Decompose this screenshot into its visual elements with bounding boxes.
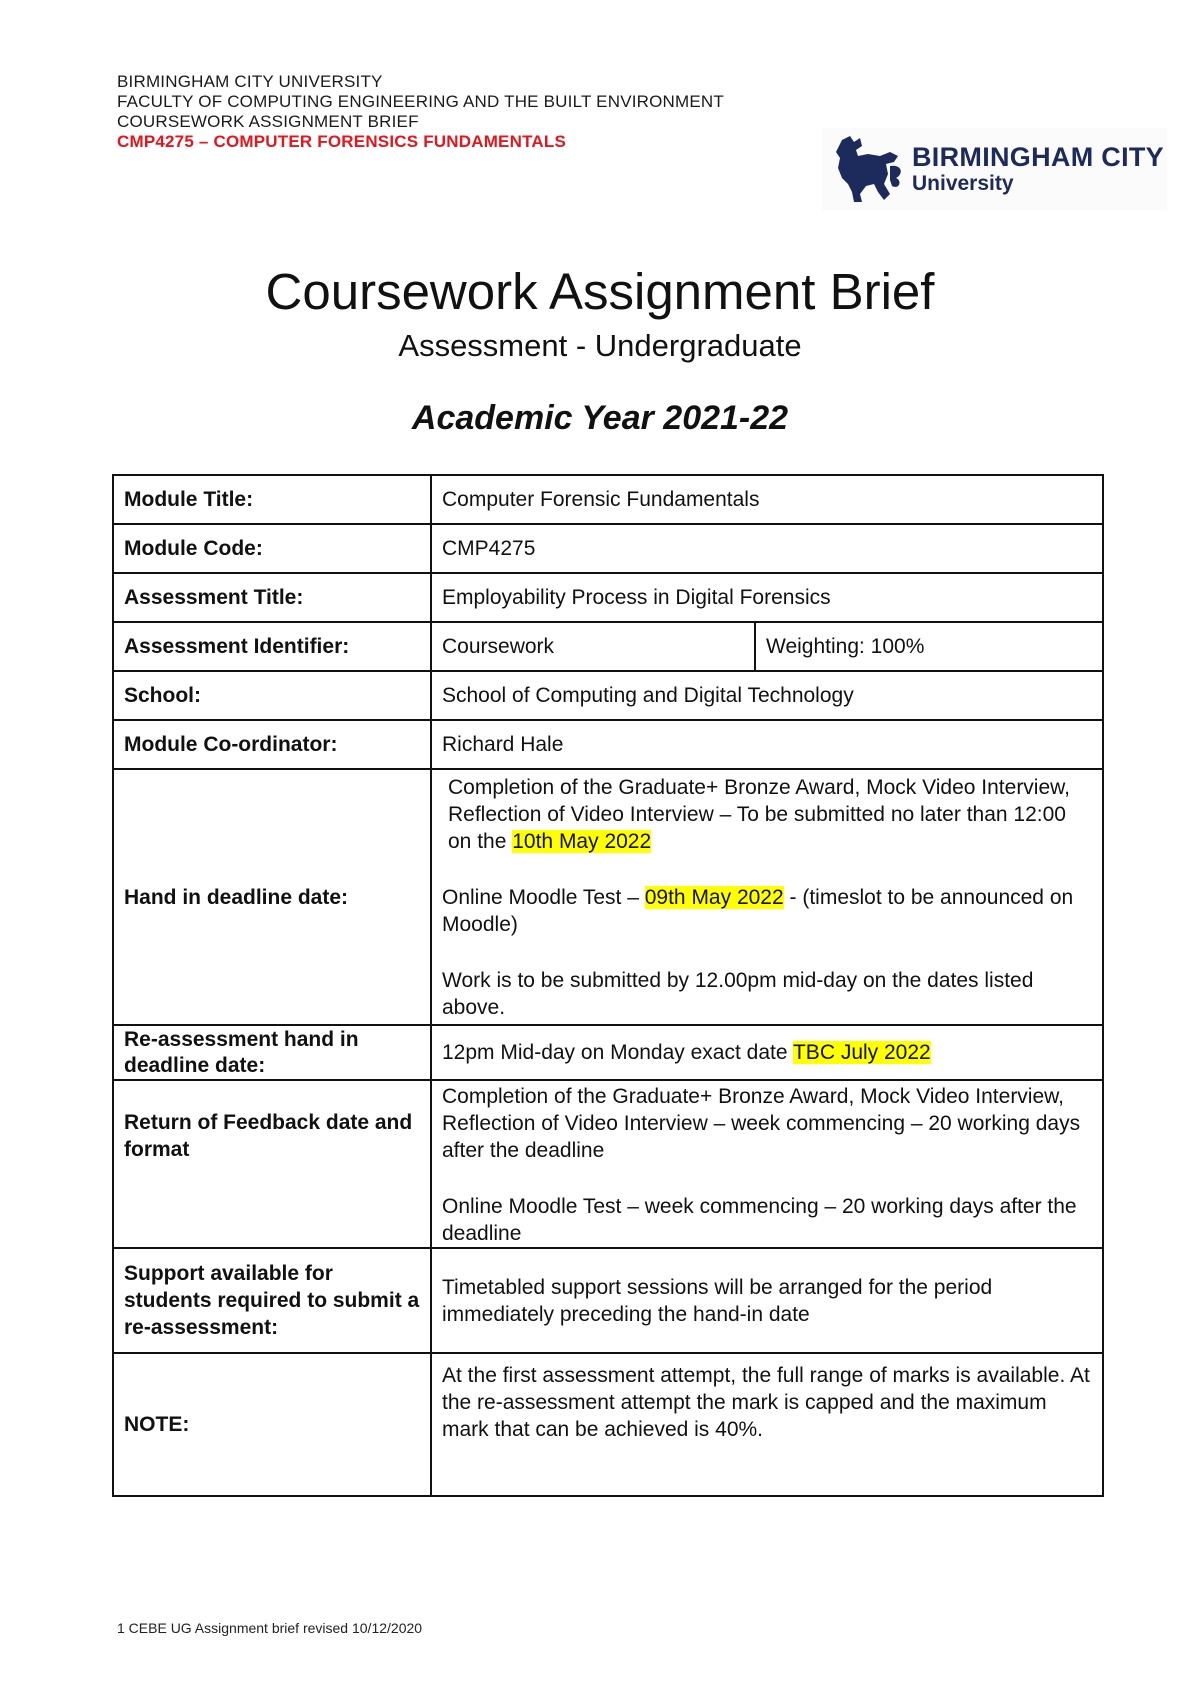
reassessment-date-highlight: TBC July 2022 <box>792 1041 931 1064</box>
academic-year: Academic Year 2021-22 <box>411 399 789 437</box>
table-row <box>113 1353 1103 1496</box>
module-code-value: CMP4275 <box>431 524 1103 573</box>
support-label: Support available for students required to submit a re-assessment: <box>113 1248 431 1353</box>
assessment-title-value: Employability Process in Digital Forensics <box>431 573 1103 622</box>
hand-in-deadline-value <box>431 769 1103 1025</box>
faculty-name: FACULTY OF COMPUTING ENGINEERING AND THE BUILT ENVIRONMENT <box>117 92 724 111</box>
table-row <box>113 1025 1103 1080</box>
griffin-crest-icon <box>828 134 906 204</box>
deadline-highlight: 10th May 2022 <box>512 830 652 853</box>
document-title: Coursework Assignment Brief <box>265 263 935 320</box>
hand-in-paragraph-2 <box>442 884 1092 938</box>
support-value: Timetabled support sessions will be arranged for the period immediately preceding the hand-in date <box>431 1248 1103 1353</box>
hand-in-text: Completion of the Graduate+ Bronze Award, Mock Video Interview, Reflection of Video Interview – To be submitted no later than 12:00 on the <box>448 776 1070 853</box>
module-title-value: Computer Forensic Fundamentals <box>431 475 1103 524</box>
table-row <box>113 573 1103 622</box>
logo-wordmark: BIRMINGHAM CITY <box>912 142 1164 172</box>
hand-in-paragraph-1 <box>442 774 1092 855</box>
reassessment-text: 12pm Mid-day on Monday exact date <box>442 1041 793 1064</box>
assessment-title-label: Assessment Title: <box>113 573 431 622</box>
module-code-label: Module Code: <box>113 524 431 573</box>
school-value: School of Computing and Digital Technology <box>431 671 1103 720</box>
assessment-identifier-label: Assessment Identifier: <box>113 622 431 671</box>
moodle-test-date-highlight: 09th May 2022 <box>644 886 784 909</box>
table-row <box>113 524 1103 573</box>
document-subtitle: Assessment - Undergraduate <box>398 328 802 363</box>
table-row <box>113 475 1103 524</box>
module-title-label: Module Title: <box>113 475 431 524</box>
table-row <box>113 1080 1103 1248</box>
document-type: COURSEWORK ASSIGNMENT BRIEF <box>117 112 419 131</box>
feedback-label: Return of Feedback date and format <box>113 1080 431 1248</box>
note-label: NOTE: <box>113 1353 431 1496</box>
hand-in-paragraph-3: Work is to be submitted by 12.00pm mid-day on the dates listed above. <box>442 969 1034 1019</box>
feedback-paragraph-2: Online Moodle Test – week commencing – 20 working days after the deadline <box>442 1195 1077 1245</box>
school-label: School: <box>113 671 431 720</box>
module-line: CMP4275 – COMPUTER FORENSICS FUNDAMENTALS <box>117 132 566 151</box>
table-row <box>113 622 1103 671</box>
hand-in-deadline-label: Hand in deadline date: <box>113 769 431 1025</box>
table-row <box>113 720 1103 769</box>
note-value: At the first assessment attempt, the full range of marks is available. At the re-assessment attempt the mark is capped and the maximum mark that can be achieved is 40%. <box>431 1353 1103 1496</box>
coordinator-label: Module Co-ordinator: <box>113 720 431 769</box>
university-header <box>117 72 724 152</box>
coordinator-value: Richard Hale <box>431 720 1103 769</box>
table-row <box>113 1248 1103 1353</box>
moodle-test-text: Online Moodle Test – <box>442 886 645 909</box>
moodle-test-timeslot-text: - (timeslot to be announced on Moodle) <box>442 886 1074 936</box>
reassessment-deadline-label: Re-assessment hand in deadline date: <box>113 1025 431 1080</box>
feedback-value <box>431 1080 1103 1248</box>
table-row <box>113 671 1103 720</box>
assignment-details-table <box>112 474 1104 1497</box>
table-row <box>113 769 1103 1025</box>
assessment-identifier-value: Coursework <box>431 622 755 671</box>
logo-subtitle: University <box>912 172 1014 195</box>
weighting-value: Weighting: 100% <box>755 622 1103 671</box>
page-footer: 1 CEBE UG Assignment brief revised 10/12/2020 <box>117 1620 423 1636</box>
feedback-paragraph-1: Completion of the Graduate+ Bronze Award, Mock Video Interview, Reflection of Video Interview – week commencing – 20 working days after the deadline <box>442 1085 1081 1162</box>
university-logo <box>822 128 1167 210</box>
reassessment-deadline-value <box>431 1025 1103 1080</box>
university-name: BIRMINGHAM CITY UNIVERSITY <box>117 72 383 91</box>
